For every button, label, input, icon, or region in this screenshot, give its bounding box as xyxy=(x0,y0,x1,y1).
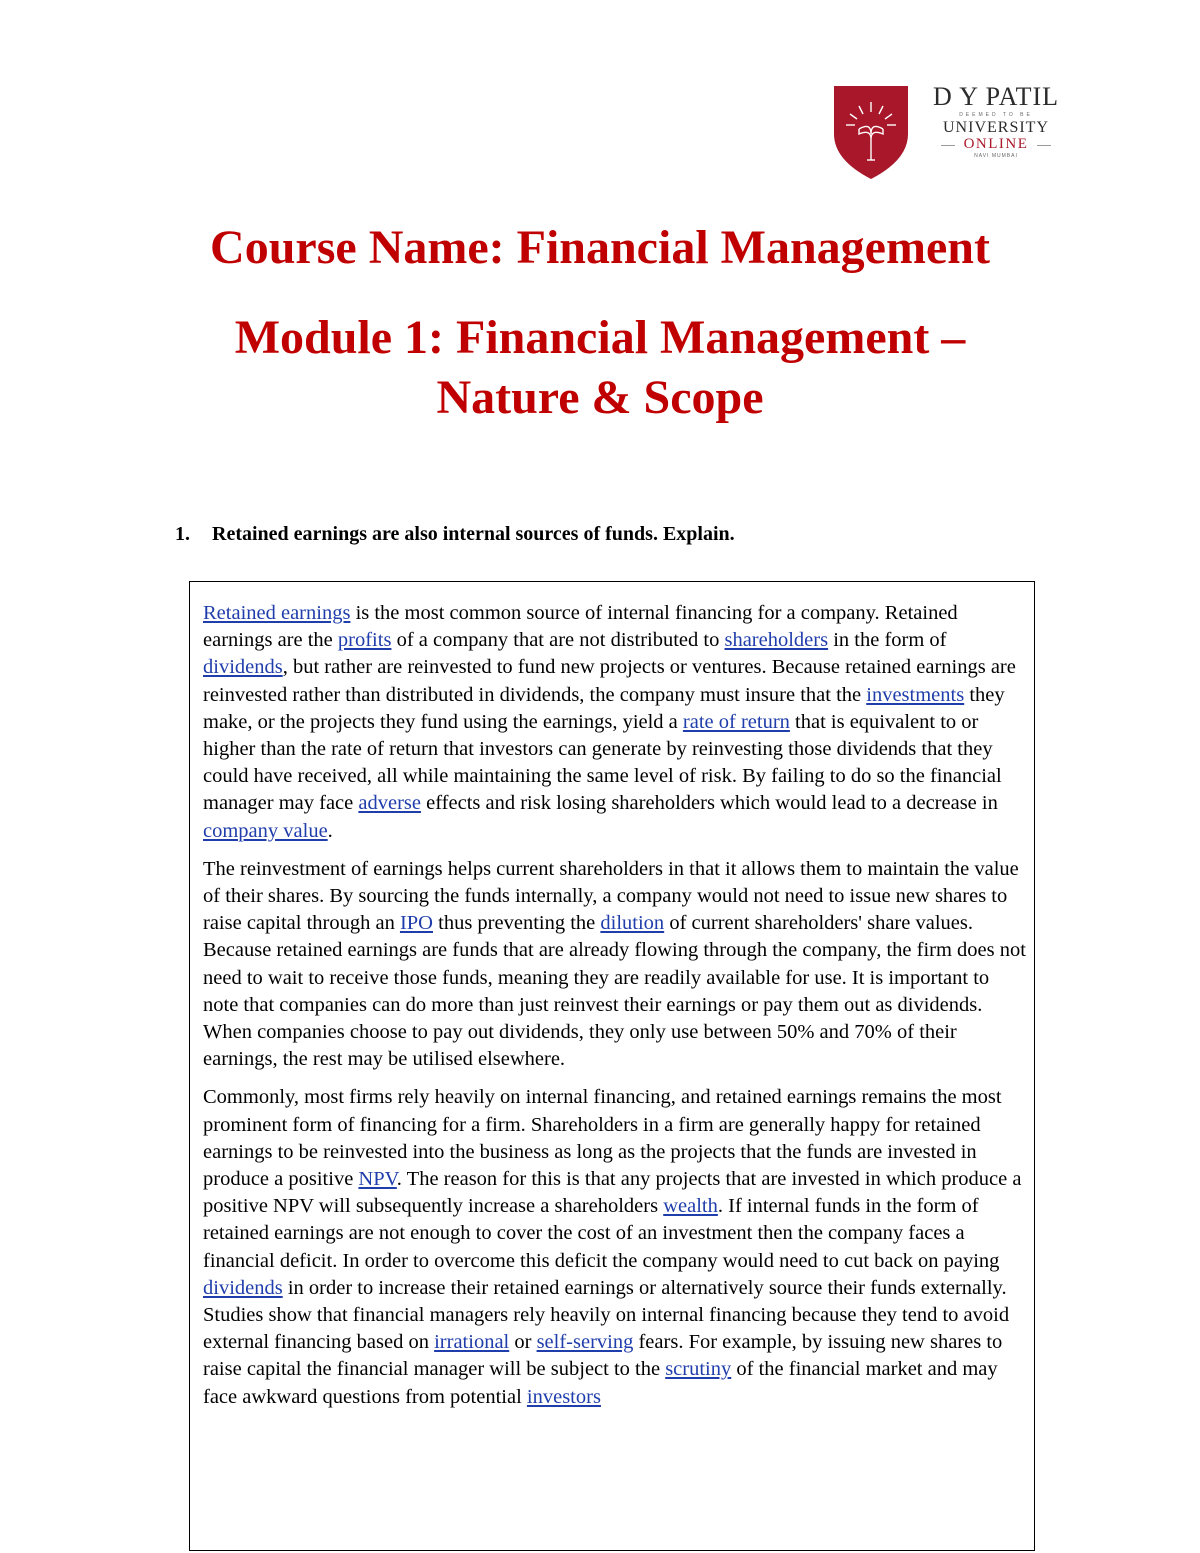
text-run: in the form of xyxy=(828,629,947,652)
text-run: in order to increase their retained earnings or alternatively source their funds externally. Studies show that financial managers rely heavily on internal financing because they tend to avoid external financing based on xyxy=(203,1276,1010,1354)
link-investors[interactable]: investors xyxy=(526,1385,601,1408)
logo-online: ONLINE xyxy=(921,136,1071,153)
text-run: The reinvestment of earnings helps current shareholders in that it allows them to maintain the value of their shares. By sourcing the funds internally, a company would not need to issue new shares to raise capital through an xyxy=(203,857,1019,935)
answer-paragraph-2 xyxy=(203,856,1029,1074)
logo-university: UNIVERSITY xyxy=(943,119,1049,136)
text-run: is the most common source of internal financing for a company. Retained earnings are the xyxy=(203,602,958,652)
module-title-line1: Module 1: Financial Management – xyxy=(234,311,966,364)
link-shareholders[interactable]: shareholders xyxy=(724,629,829,652)
text-run: effects and risk losing shareholders which would lead to a decrease in xyxy=(420,792,998,815)
text-run: , but rather are reinvested to fund new projects or ventures. Because retained earnings are reinvested rather than distributed in dividends, the company must insure that the xyxy=(203,656,1016,706)
text-run: of the financial market and may face awkward questions from potential xyxy=(203,1358,998,1408)
link-irrational[interactable]: irrational xyxy=(434,1331,510,1354)
link-dividends-2[interactable]: dividends xyxy=(203,1276,283,1299)
course-title: Course Name: Financial Management xyxy=(210,221,990,274)
link-profits[interactable]: profits xyxy=(337,629,392,652)
link-self-serving[interactable]: self-serving xyxy=(536,1331,634,1354)
link-wealth[interactable]: wealth xyxy=(663,1195,718,1218)
text-run: fears. For example, by issuing new shares to raise capital the financial manager will be subject to the xyxy=(203,1331,1003,1381)
text-run: that is equivalent to or higher than the rate of return that investors can generate by reinvesting those dividends that they could have received, all while maintaining the same level of risk. By failing to do so the financial manager may face xyxy=(203,710,1002,815)
text-run: . If internal funds in the form of retained earnings are not enough to cover the cost of an investment then the company faces a financial deficit. In order to overcome this deficit the company would need to cut back on paying xyxy=(203,1195,1000,1272)
question-number: 1. xyxy=(175,523,190,545)
answer-paragraph-3 xyxy=(203,1084,1029,1410)
link-dilution[interactable]: dilution xyxy=(600,912,665,935)
university-logo xyxy=(826,82,1076,188)
text-run: thus preventing the xyxy=(433,912,601,935)
logo-name: D Y PATIL xyxy=(932,82,1059,111)
text-run: or xyxy=(509,1331,537,1354)
link-adverse[interactable]: adverse xyxy=(358,792,421,815)
link-ipo[interactable]: IPO xyxy=(399,912,433,935)
module-title-line2: Nature & Scope xyxy=(436,371,764,424)
question-text: Retained earnings are also internal sources of funds. Explain. xyxy=(212,523,735,545)
link-retained-earnings[interactable]: Retained earnings xyxy=(203,602,351,624)
question-1 xyxy=(175,522,735,546)
link-npv[interactable]: NPV xyxy=(358,1168,397,1191)
logo-wordmark xyxy=(921,82,1071,160)
shield-icon xyxy=(826,82,916,182)
logo-location: NAVI MUMBAI xyxy=(974,153,1018,159)
answer-box xyxy=(189,581,1035,1551)
text-run: . The reason for this is that any projects that are invested in which produce a positive NPV will subsequently increase a shareholders xyxy=(203,1168,1022,1218)
link-company-value[interactable]: company value xyxy=(203,819,328,842)
text-run: they make, or the projects they fund using the earnings, yield a xyxy=(203,683,1005,733)
text-run: of current shareholders' share values. Because retained earnings are funds that are already flowing through the company, the firm does not need to wait to receive those funds, meaning they are readily available for use. It is important to note that companies can do more than just reinvest their earnings or pay them out as dividends. When companies choose to pay out dividends, they only use between 50% and 70% of their earnings, the rest may be utilised elsewhere. xyxy=(203,912,1026,1071)
module-title xyxy=(0,308,1200,428)
answer-text xyxy=(203,600,1029,1422)
link-rate-of-return[interactable]: rate of return xyxy=(682,710,790,733)
text-run: of a company that are not distributed to xyxy=(391,629,725,652)
text-run: . xyxy=(327,819,333,842)
link-scrutiny[interactable]: scrutiny xyxy=(665,1358,732,1381)
answer-paragraph-1 xyxy=(203,600,1029,845)
link-dividends[interactable]: dividends xyxy=(203,656,283,679)
link-investments[interactable]: investments xyxy=(866,683,965,706)
logo-tagline: DEEMED TO BE xyxy=(959,112,1033,118)
text-run: Commonly, most firms rely heavily on internal financing, and retained earnings remains the most prominent form of financing for a firm. Shareholders in a firm are generally happy for retained earnings to be reinvested into the business as long as the projects that the funds are invested in produce a positive xyxy=(203,1086,1002,1191)
